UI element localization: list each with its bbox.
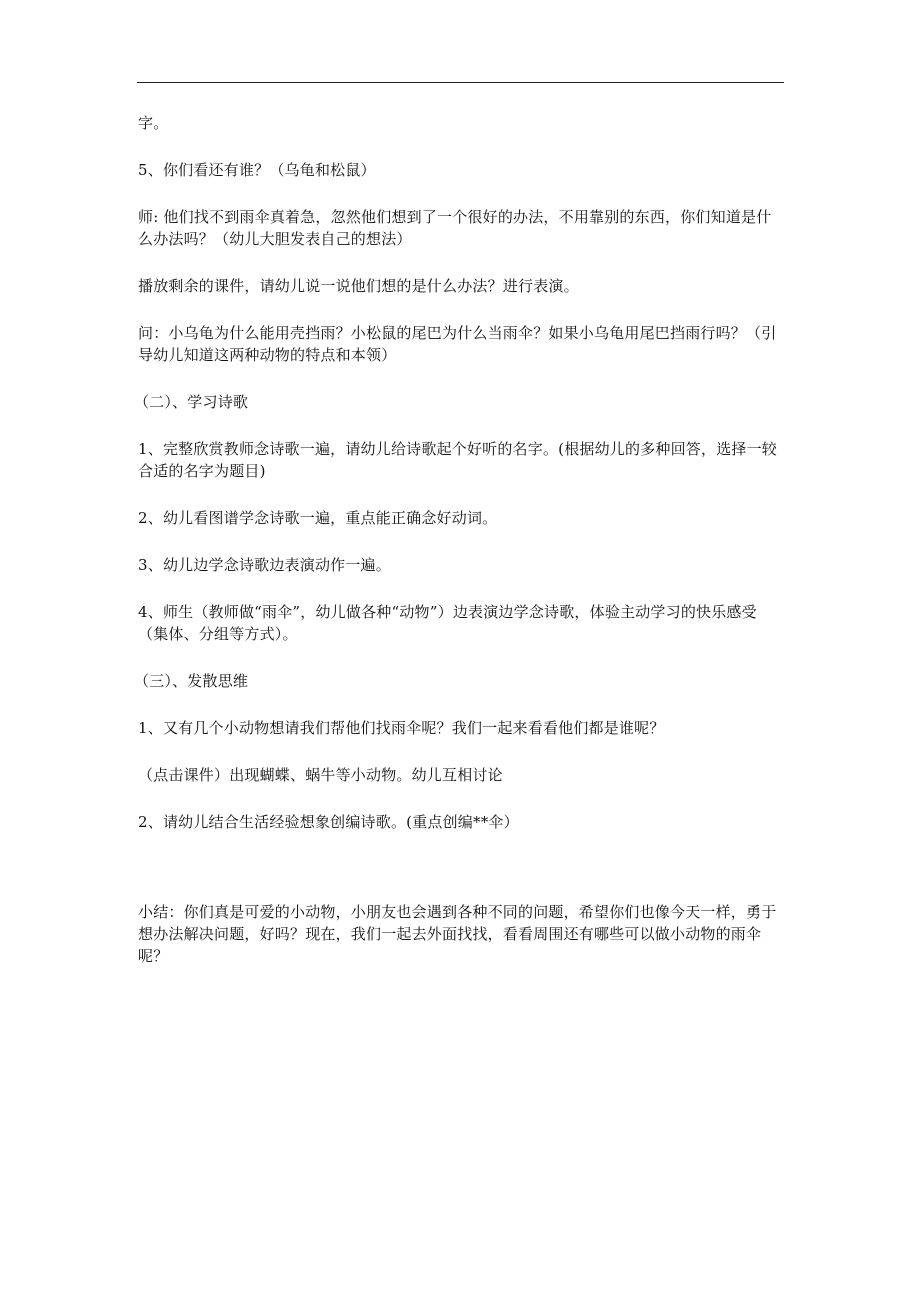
paragraph: 1、又有几个小动物想请我们帮他们找雨伞呢？我们一起来看看他们都是谁呢？ — [138, 719, 665, 737]
paragraph: （点击课件）出现蝴蝶、蜗牛等小动物。幼儿互相讨论 — [138, 766, 503, 784]
document-body — [134, 112, 786, 992]
paragraph: 2、幼儿看图谱学念诗歌一遍，重点能正确念好动词。 — [138, 509, 498, 527]
paragraph: 播放剩余的课件，请幼儿说一说他们想的是什么办法？进行表演。 — [138, 277, 579, 295]
section-heading: （三）、发散思维 — [134, 672, 249, 690]
paragraph: 1、完整欣赏教师念诗歌一遍，请幼儿给诗歌起个好听的名字。(根据幼儿的多种回答，选择一较合适的名字为题目) — [138, 440, 777, 480]
section-heading: （二）、学习诗歌 — [134, 393, 249, 411]
paragraph: 4、师生（教师做“雨伞”，幼儿做各种“动物”）边表演边学念诗歌，体验主动学习的快乐感受（集体、分组等方式）。 — [138, 603, 757, 643]
paragraph: 3、幼儿边学念诗歌边表演动作一遍。 — [138, 556, 391, 574]
summary-paragraph: 小结：你们真是可爱的小动物，小朋友也会遇到各种不同的问题，希望你们也像今天一样，勇于想办法解决问题，好吗？现在，我们一起去外面找找，看看周围还有哪些可以做小动物的雨伞呢？ — [138, 903, 777, 965]
header-rule — [137, 82, 784, 83]
paragraph: 字。 — [138, 114, 169, 132]
paragraph: 2、请幼儿结合生活经验想象创编诗歌。(重点创编**伞） — [138, 813, 519, 831]
paragraph: 问：小乌龟为什么能用壳挡雨？小松鼠的尾巴为什么当雨伞？如果小乌龟用尾巴挡雨行吗？（引导幼儿知道这两种动物的特点和本领） — [138, 324, 777, 364]
paragraph: 5、你们看还有谁？（乌龟和松鼠） — [138, 161, 376, 179]
blank-space — [138, 858, 786, 901]
paragraph: 师: 他们找不到雨伞真着急，忽然他们想到了一个很好的办法，不用靠别的东西，你们知道是什么办法吗？（幼儿大胆发表自己的想法） — [138, 208, 772, 248]
